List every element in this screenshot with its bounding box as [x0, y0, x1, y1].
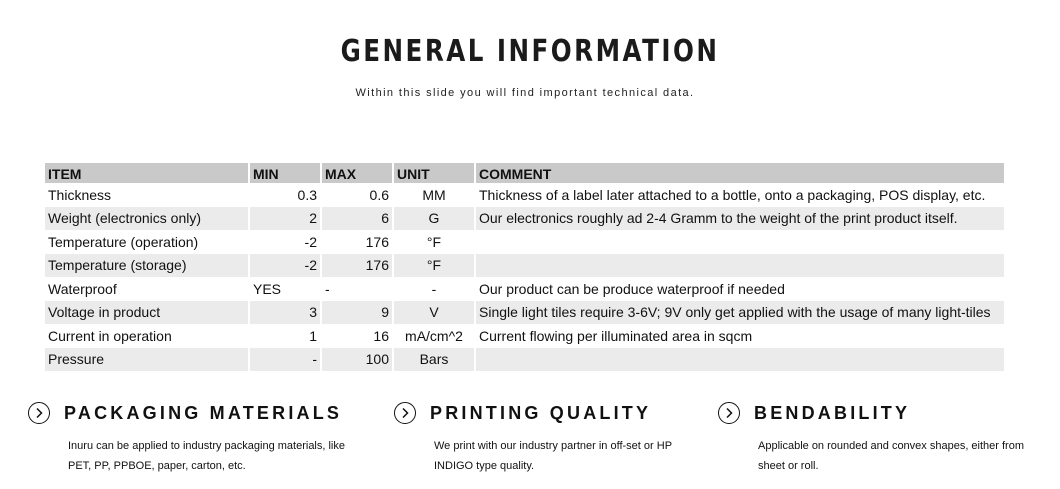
cell-item: Voltage in product	[45, 301, 250, 325]
table-row	[45, 348, 1006, 372]
cell-max: 176	[322, 230, 394, 254]
cell-max: 6	[322, 207, 394, 231]
cell-unit: °F	[394, 230, 476, 254]
cell-unit: °F	[394, 254, 476, 278]
table-row	[45, 254, 1006, 278]
feature-bendability	[718, 402, 1048, 476]
cell-unit: -	[394, 277, 476, 301]
cell-unit: mA/cm^2	[394, 324, 476, 348]
cell-min: YES	[250, 277, 322, 301]
cell-comment	[476, 348, 1006, 372]
feature-description: We print with our industry partner in off-set or HP INDIGO type quality.	[434, 440, 672, 472]
page-subtitle: Within this slide you will find important technical data.	[355, 87, 695, 99]
cell-comment	[476, 230, 1006, 254]
cell-item: Temperature (operation)	[45, 230, 250, 254]
page-title: GENERAL INFORMATION	[340, 34, 720, 69]
table-row	[45, 277, 1006, 301]
feature-title: PACKAGING MATERIALS	[64, 402, 343, 423]
cell-item: Temperature (storage)	[45, 254, 250, 278]
column-header-min: MIN	[250, 163, 322, 183]
cell-item: Current in operation	[45, 324, 250, 348]
feature-packaging-materials	[28, 402, 358, 476]
column-header-item: ITEM	[45, 163, 250, 183]
cell-comment: Our electronics roughly ad 2-4 Gramm to the weight of the print product itself.	[476, 207, 1006, 231]
cell-comment: Our product can be produce waterproof if needed	[476, 277, 1006, 301]
table-header-row	[45, 163, 1006, 183]
feature-description: Applicable on rounded and convex shapes, either from sheet or roll.	[758, 440, 1025, 472]
table-row	[45, 301, 1006, 325]
cell-item: Pressure	[45, 348, 250, 372]
cell-unit: G	[394, 207, 476, 231]
cell-unit: Bars	[394, 348, 476, 372]
cell-max: -	[322, 277, 394, 301]
feature-title: BENDABILITY	[754, 402, 911, 423]
table-row	[45, 324, 1006, 348]
feature-title: PRINTING QUALITY	[430, 402, 652, 423]
cell-comment	[476, 254, 1006, 278]
chevron-right-circle-icon	[718, 402, 740, 424]
cell-min: -	[250, 348, 322, 372]
technical-data-table	[45, 163, 1006, 371]
cell-min: -2	[250, 254, 322, 278]
cell-max: 9	[322, 301, 394, 325]
cell-comment: Current flowing per illuminated area in sqcm	[476, 324, 1006, 348]
cell-max: 100	[322, 348, 394, 372]
cell-item: Weight (electronics only)	[45, 207, 250, 231]
chevron-right-circle-icon	[28, 402, 50, 424]
feature-printing-quality	[394, 402, 704, 476]
cell-max: 0.6	[322, 183, 394, 207]
table-row	[45, 183, 1006, 207]
cell-item: Thickness	[45, 183, 250, 207]
feature-description: Inuru can be applied to industry packaging materials, like PET, PP, PPBOE, paper, carton, etc.	[68, 440, 345, 472]
column-header-unit: UNIT	[394, 163, 476, 183]
cell-max: 176	[322, 254, 394, 278]
table-row	[45, 207, 1006, 231]
cell-unit: V	[394, 301, 476, 325]
table-row	[45, 230, 1006, 254]
cell-comment: Thickness of a label later attached to a bottle, onto a packaging, POS display, etc.	[476, 183, 1006, 207]
cell-min: 0.3	[250, 183, 322, 207]
cell-min: 1	[250, 324, 322, 348]
cell-min: 3	[250, 301, 322, 325]
cell-min: 2	[250, 207, 322, 231]
cell-min: -2	[250, 230, 322, 254]
cell-item: Waterproof	[45, 277, 250, 301]
column-header-max: MAX	[322, 163, 394, 183]
cell-comment: Single light tiles require 3-6V; 9V only get applied with the usage of many light-tiles	[476, 301, 1006, 325]
column-header-comment: COMMENT	[476, 163, 1006, 183]
chevron-right-circle-icon	[394, 402, 416, 424]
cell-unit: MM	[394, 183, 476, 207]
cell-max: 16	[322, 324, 394, 348]
